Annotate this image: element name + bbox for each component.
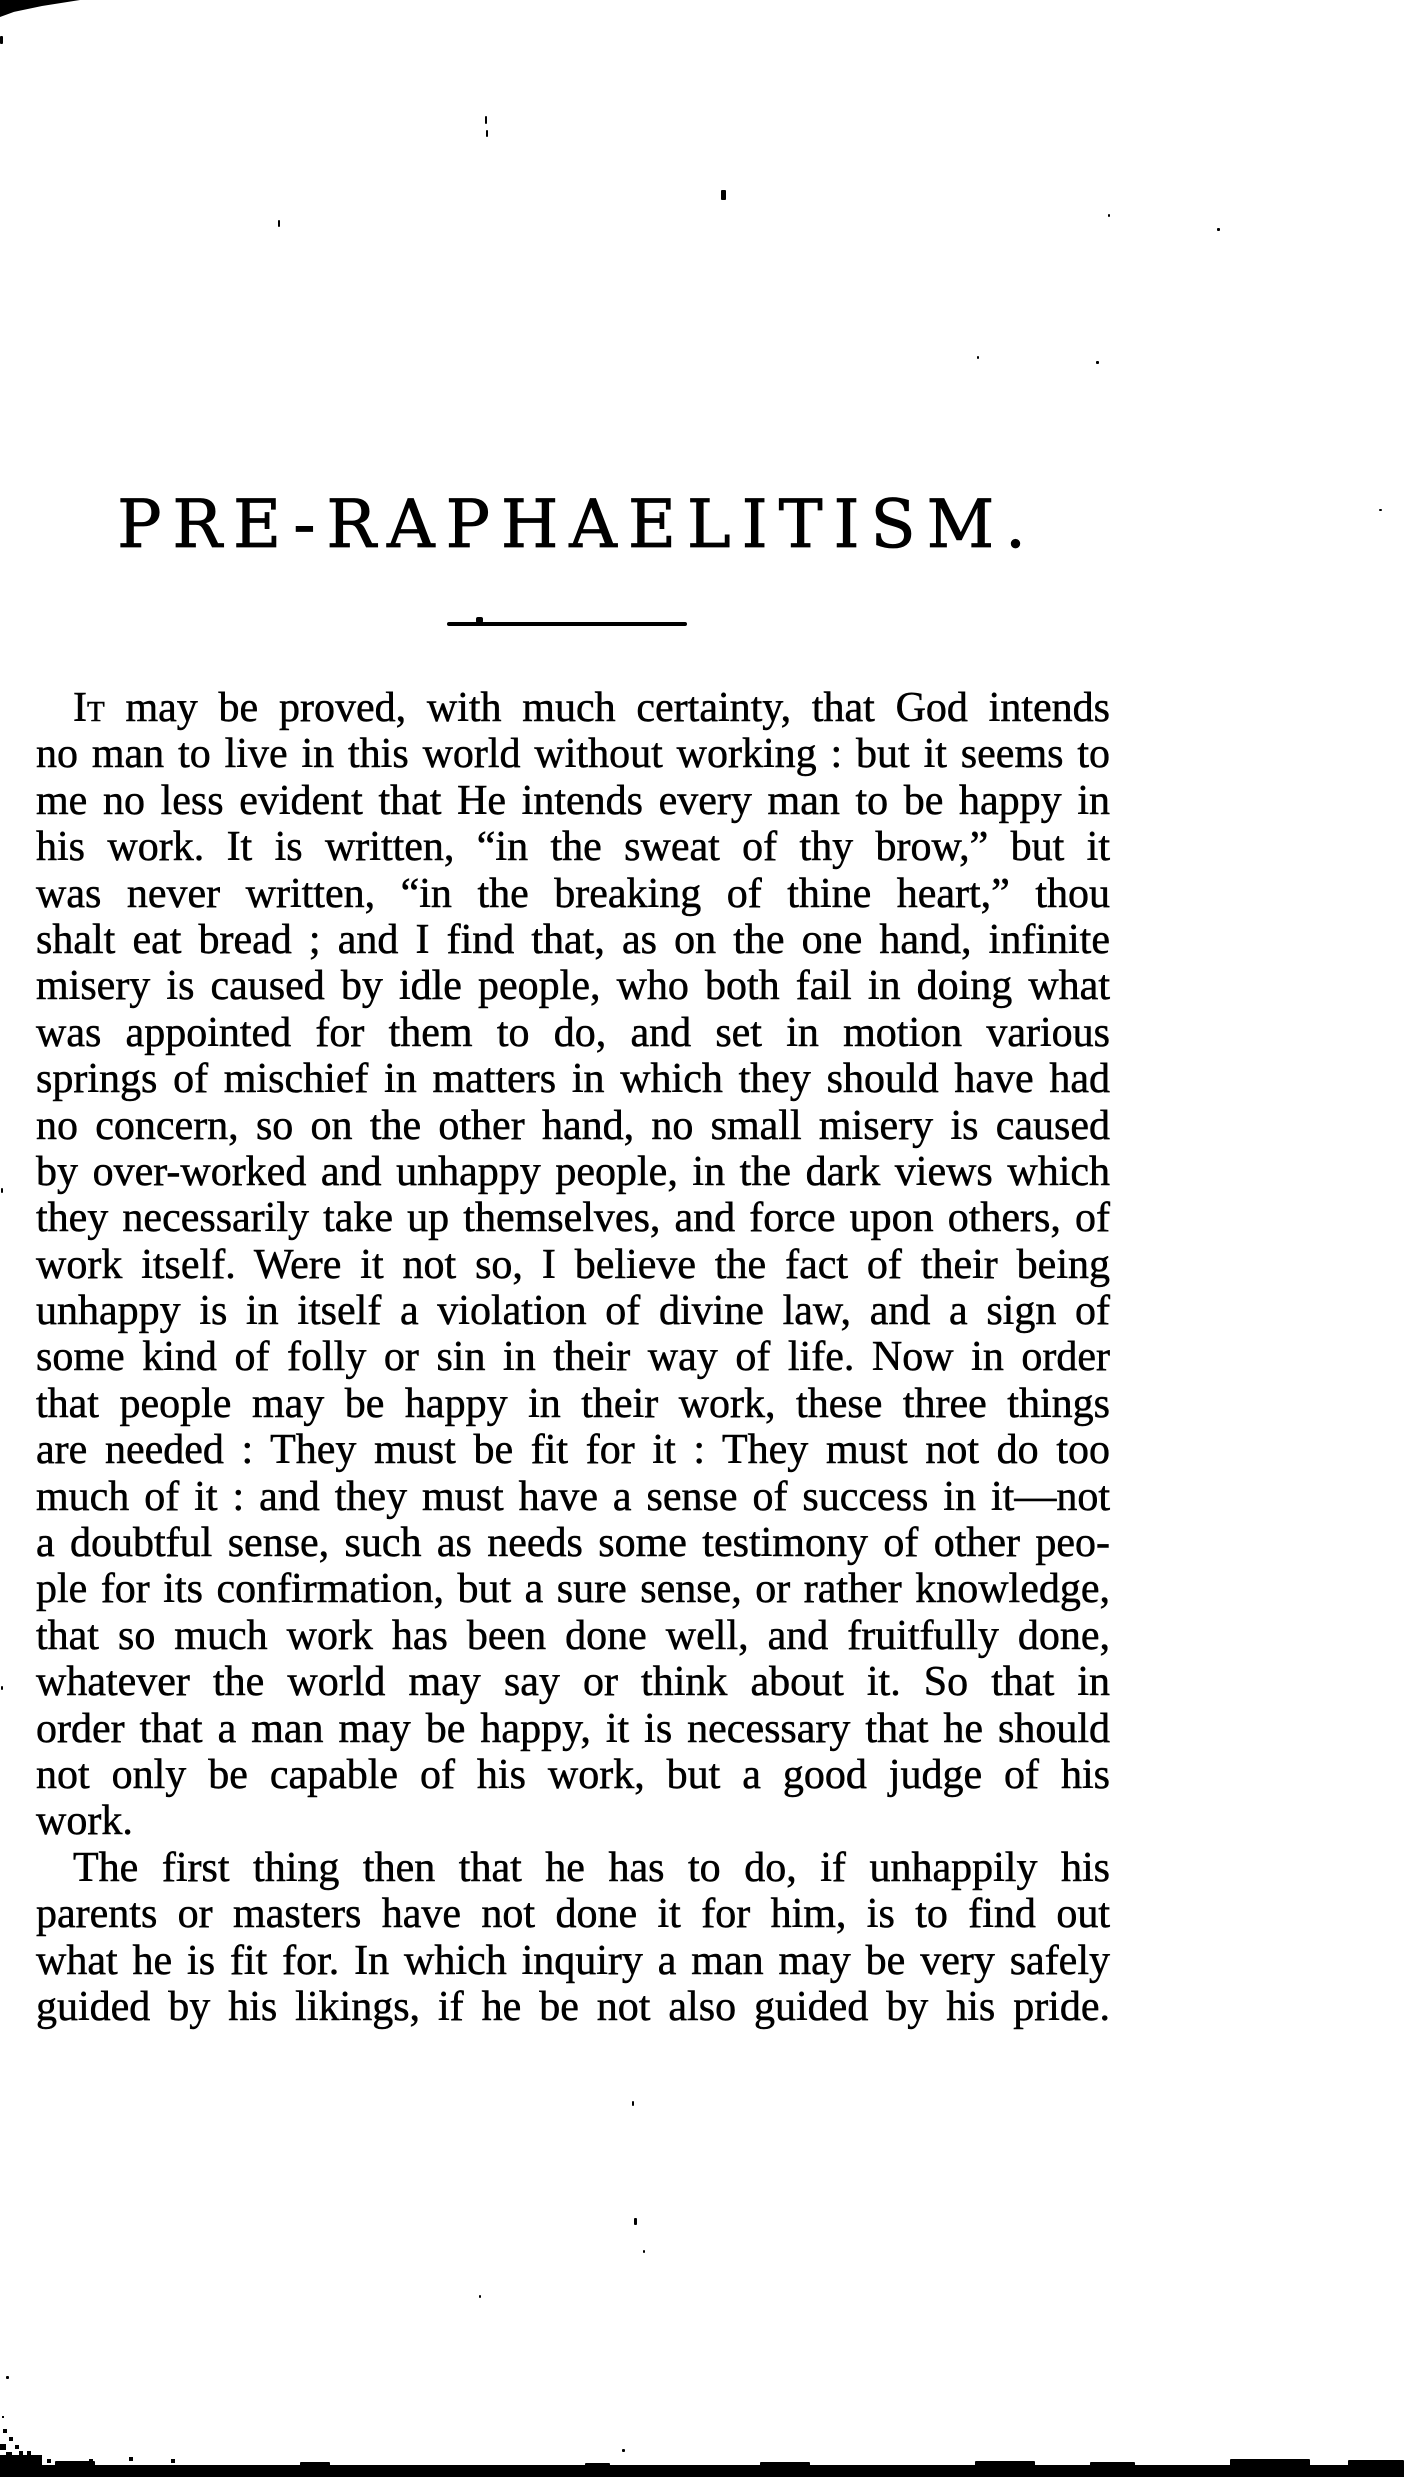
text-line: was appointed for them to do, and set in motion various — [36, 1009, 1110, 1056]
text-line: no man to live in this world without working : but it seems to — [36, 731, 1110, 778]
text-line: order that a man may be happy, it is necessary that he should — [36, 1705, 1110, 1752]
title-divider-rule-blemish — [476, 617, 483, 623]
scan-speck — [1, 1686, 3, 1690]
scan-speck — [643, 2250, 645, 2253]
text-line: guided by his likings, if he be not also guided by his pride. — [36, 1983, 1110, 2030]
scan-speck — [1, 1188, 3, 1193]
scan-speck — [485, 116, 487, 124]
text-line: parents or masters have not done it for him, is to find out — [36, 1891, 1110, 1938]
scan-speck — [1217, 228, 1220, 231]
text-line-rest: may be proved, with much certainty, that God intends — [125, 685, 1111, 731]
text-line: misery is caused by idle people, who both fail in doing what — [36, 963, 1110, 1010]
text-line: The first thing then that he has to do, if unhappily his — [73, 1844, 1110, 1891]
text-line: some kind of folly or sin in their way of life. Now in order — [36, 1334, 1110, 1381]
scan-speck — [634, 2218, 637, 2225]
scan-speck — [0, 36, 3, 44]
text-line: no concern, so on the other hand, no small misery is caused — [36, 1102, 1110, 1149]
scan-speck — [278, 220, 280, 227]
text-line: work itself. Were it not so, I believe the fact of their being — [36, 1241, 1110, 1288]
text-line: much of it : and they must have a sense of success in it—not — [36, 1473, 1110, 1520]
small-caps-lead-word: It — [73, 685, 105, 731]
scan-speck — [1108, 214, 1110, 217]
scan-speck — [6, 2376, 9, 2379]
text-line: whatever the world may say or think about it. So that in — [36, 1659, 1110, 1706]
text-line: that so much work has been done well, and fruitfully done, — [36, 1612, 1110, 1659]
text-line: me no less evident that He intends every man to be happy in — [36, 777, 1110, 824]
scan-bar-ragged-edge — [760, 2462, 810, 2466]
text-line: ple for its confirmation, but a sure sense, or rather knowledge, — [36, 1566, 1110, 1613]
scan-speck — [479, 2295, 481, 2298]
scan-bar-ragged-edge — [300, 2462, 330, 2466]
scan-speck — [632, 2101, 634, 2106]
text-line: not only be capable of his work, but a good judge of his — [36, 1751, 1110, 1798]
text-line: shalt eat bread ; and I find that, as on the one hand, infinite — [36, 916, 1110, 963]
body-text — [36, 685, 1110, 2030]
scan-bar-ragged-edge — [1090, 2462, 1135, 2466]
scan-bar-ragged-edge — [585, 2463, 610, 2466]
paragraph — [36, 685, 1110, 1845]
title-divider-rule — [447, 622, 687, 626]
scan-speck — [1096, 361, 1099, 364]
scan-speck — [622, 2449, 625, 2452]
text-line: unhappy is in itself a violation of divine law, and a sign of — [36, 1288, 1110, 1335]
text-line: his work. It is written, “in the sweat of thy brow,” but it — [36, 824, 1110, 871]
paragraph — [36, 1845, 1110, 2031]
text-line: that people may be happy in their work, these three things — [36, 1380, 1110, 1427]
scan-noise-cluster-bottom-left — [2, 2416, 4, 2418]
scan-speck — [486, 130, 488, 137]
scan-speck — [977, 356, 979, 359]
text-line: by over-worked and unhappy people, in the dark views which — [36, 1148, 1110, 1195]
scan-bar-ragged-edge — [1230, 2459, 1310, 2466]
page-title: PRE-RAPHAELITISM. — [117, 486, 1037, 563]
scan-bar-ragged-edge — [975, 2461, 1035, 2466]
scan-bar-ragged-edge — [55, 2461, 95, 2466]
text-line: was never written, “in the breaking of thine heart,” thou — [36, 870, 1110, 917]
scan-speck — [721, 190, 726, 200]
scan-speck — [1379, 509, 1382, 511]
text-line: springs of mischief in matters in which they should have had — [36, 1056, 1110, 1103]
text-line — [36, 685, 1110, 731]
text-line: what he is fit for. In which inquiry a man may be very safely — [36, 1937, 1110, 1984]
text-line: a doubtful sense, such as needs some testimony of other peo- — [36, 1520, 1110, 1567]
text-line: are needed : They must be fit for it : They must not do too — [36, 1427, 1110, 1474]
scan-bar-ragged-edge — [1348, 2460, 1404, 2466]
text-line: they necessarily take up themselves, and force upon others, of — [36, 1195, 1110, 1242]
scan-artifact-top-left-wedge — [0, 0, 80, 17]
scan-artifact-bottom-bar — [0, 2465, 1404, 2477]
text-line: work. — [36, 1798, 133, 1845]
